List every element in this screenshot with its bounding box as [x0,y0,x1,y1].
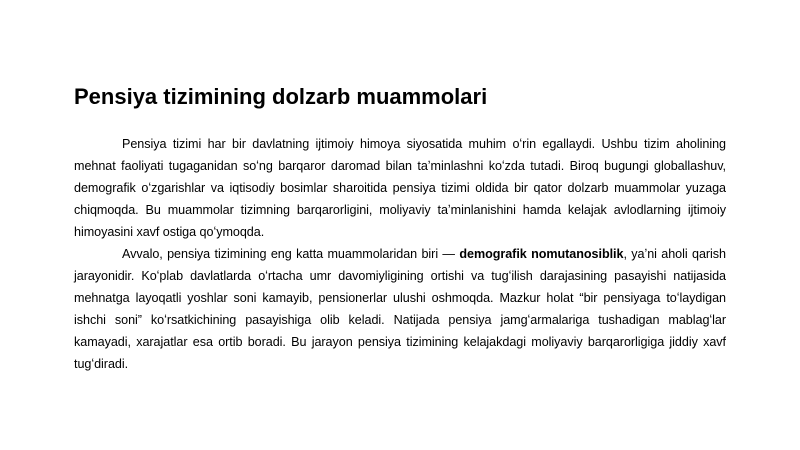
paragraph-demography [74,243,726,375]
document-body [74,133,726,375]
paragraph-text-after-bold: , yaʼni aholi qarish jarayonidir. Koʻplab davlatlarda oʻrtacha umr davomiyligining ortishi va tugʻilish darajasining pasayishi natijasida mehnatga layoqatli yoshlar soni kamayib, pensionerlar ulushi oshmoqda. Mazkur holat “bir pensiyaga toʻlaydigan ishchi soni” koʻrsatkichining pasayishiga olib keladi. Natijada pensiya jamgʻarmalariga tushadigan mablagʻlar kamayadi, xarajatlar esa ortib boradi. Bu jarayon pensiya tizimining kelajakdagi moliyaviy barqarorligiga jiddiy xavf tugʻdiradi. [74,247,726,371]
paragraph-text-before-bold: Avvalo, pensiya tizimining eng katta muammolaridan biri — [122,247,460,261]
bold-term: demografik nomutanosiblik [459,247,624,261]
paragraph-intro: Pensiya tizimi har bir davlatning ijtimoiy himoya siyosatida muhim oʻrin egallaydi. Ushbu tizim aholining mehnat faoliyati tugaganidan soʻng barqaror daromad bilan taʼminlashni koʻzda tutadi. Biroq bugungi globallashuv, demografik oʻzgarishlar va iqtisodiy bosimlar sharoitida pensiya tizimi oldida bir qator dolzarb muammolar yuzaga chiqmoqda. Bu muammolar tizimning barqarorligini, moliyaviy taʼminlanishini hamda kelajak avlodlarning ijtimoiy himoyasini xavf ostiga qoʻymoqda. [74,137,726,239]
document-title: Pensiya tizimining dolzarb muammolari [74,84,488,109]
